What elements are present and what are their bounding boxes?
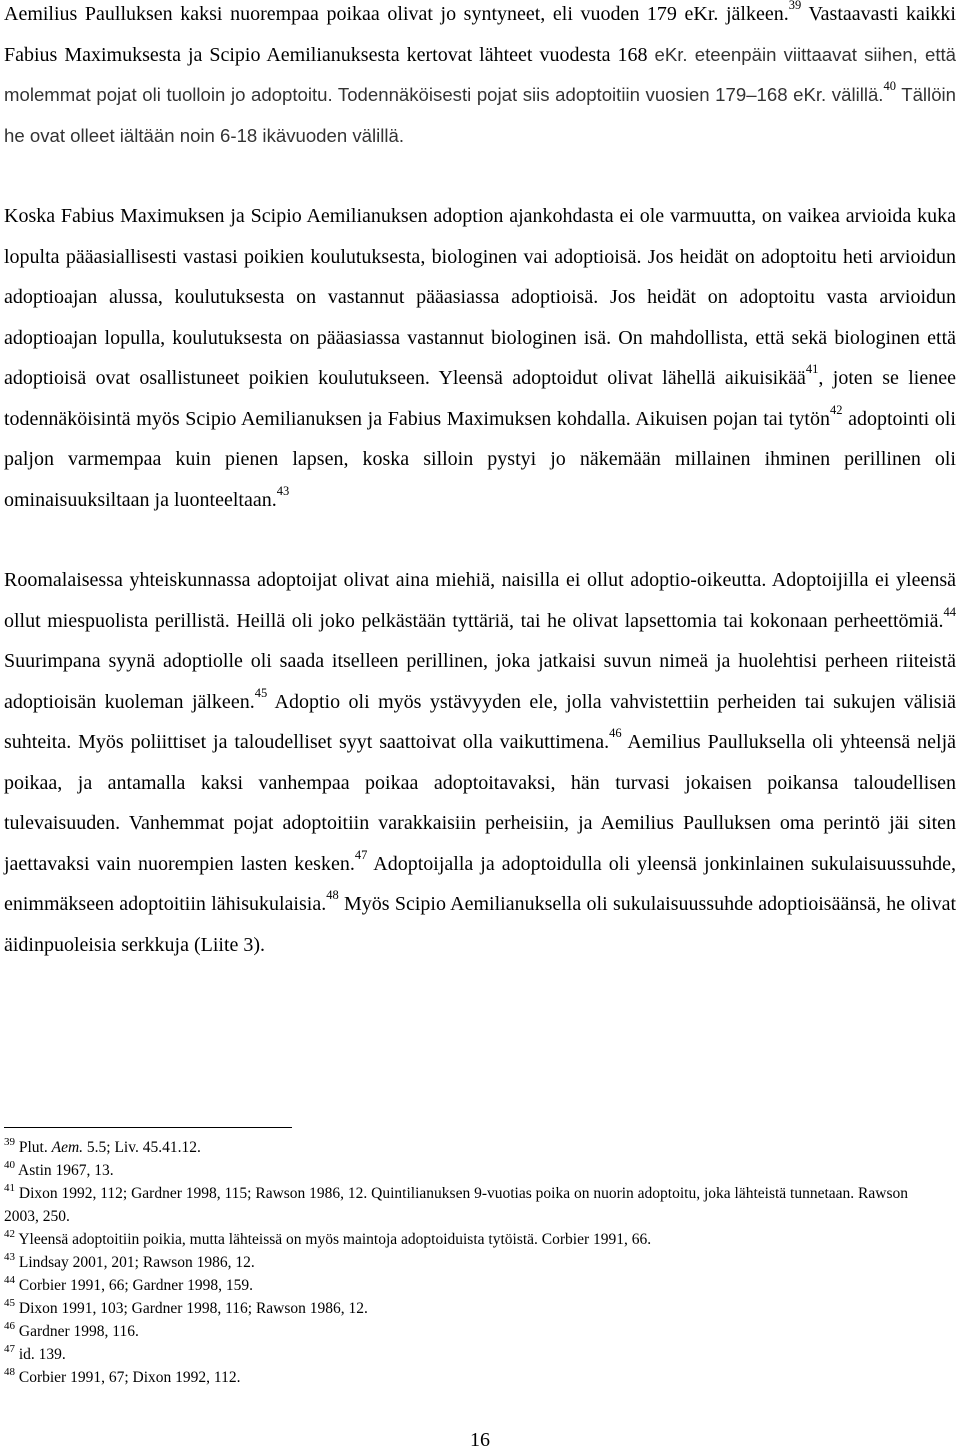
footnote-text: Corbier 1991, 67; Dixon 1992, 112.: [18, 1369, 241, 1386]
paragraph-text: , joten se lienee todennäköisintä myös Scipio Aemilianuksen ja Fabius Maximuksen kohdalla. Aikuisen pojan tai tytön: [4, 367, 956, 430]
footnote-list: [4, 1136, 936, 1389]
footnote: [4, 1136, 936, 1159]
footnote-text: Corbier 1991, 66; Gardner 1998, 159.: [18, 1277, 254, 1294]
footnote: [4, 1251, 936, 1274]
footnote-text: Gardner 1998, 116.: [18, 1323, 139, 1340]
footnote-text: Dixon 1992, 112; Gardner 1998, 115; Rawson 1986, 12. Quintilianuksen 9-vuotias poika on nuorin adoptoitu, joka lähteistä tunnetaan. Rawson 2003, 250.: [4, 1185, 908, 1225]
body-paragraph: [4, 560, 956, 965]
footnote-reference[interactable]: 41: [805, 362, 819, 377]
footnote-text: 5.5; Liv. 45.41.12.: [83, 1139, 201, 1156]
paragraph-text: Myös Scipio Aemilianuksella oli sukulaisuussuhde adoptioisäänsä, he olivat äidinpuoleisia serkkuja (Liite 3).: [4, 893, 956, 956]
paragraph-text: Roomalaisessa yhteiskunnassa adoptoijat olivat aina miehiä, naisilla ei ollut adoptio-oikeutta. Adoptoijilla ei yleensä ollut miespuolista perillistä. Heillä oli joko pelkästään tyttäriä, tai he olivat lapsettomia tai kokonaan perheettömiä.: [4, 569, 956, 632]
footnote: [4, 1182, 936, 1228]
page-number: 16: [470, 1429, 490, 1451]
footnote-reference[interactable]: 44: [943, 604, 956, 619]
footnote-text: Lindsay 2001, 201; Rawson 1986, 12.: [18, 1254, 255, 1271]
footnote: [4, 1274, 936, 1297]
body-paragraph: [4, 0, 956, 156]
footnote: [4, 1228, 936, 1251]
paragraph-text: adoptointi oli paljon varmempaa kuin pienen lapsen, koska silloin pystyi jo näkemään millainen ihminen perillinen oli ominaisuuksiltaan ja luonteeltaan.: [4, 407, 956, 511]
footnote-reference[interactable]: 43: [276, 483, 290, 498]
paragraph-text: Adoptoijalla ja adoptoidulla oli yleensä jonkinlainen sukulaisuussuhde, enimmäkseen adoptoitiin lähisukulaisia.: [4, 852, 956, 915]
footnote-number: 40: [4, 1158, 15, 1171]
footnote-number: 39: [4, 1135, 15, 1148]
paragraph-text: Adoptio oli myös ystävyyden ele, jolla vahvistettiin perheiden tai sukujen välisiä suhteita. Myös poliittiset ja taloudelliset syyt saattoivat olla vaikuttimena.: [4, 690, 956, 753]
footnote: [4, 1366, 936, 1389]
footnote-text: Plut.: [18, 1139, 52, 1156]
footnote: [4, 1159, 936, 1182]
footnote-reference[interactable]: 42: [829, 402, 843, 417]
paragraph-text: Vastaavasti kaikki Fabius Maximuksesta ja Scipio Aemilianuksesta kertovat lähteet vuodesta 168: [4, 3, 956, 66]
footnote-separator: [4, 1127, 292, 1128]
footnote-number: 43: [4, 1250, 15, 1263]
footnote-reference[interactable]: 47: [354, 847, 368, 862]
footnote: [4, 1320, 936, 1343]
body-paragraph: [4, 196, 956, 520]
footnote-number: 45: [4, 1296, 15, 1309]
footnote-italic-text: Aem.: [51, 1139, 84, 1156]
footnote: [4, 1343, 936, 1366]
footnote-text: Dixon 1991, 103; Gardner 1998, 116; Rawson 1986, 12.: [18, 1300, 368, 1317]
footnote-number: 48: [4, 1365, 15, 1378]
footnote-text: Astin 1967, 13.: [18, 1162, 114, 1179]
footnote-number: 46: [4, 1319, 15, 1332]
paragraph-text: Koska Fabius Maximuksen ja Scipio Aemilianuksen adoption ajankohdasta ei ole varmuutta, on vaikea arvioida kuka lopulta pääasiallisesti vastasi poikien koulutuksesta, biologinen vai adoptioisä. Jos heidät on adoptoitu heti arvioidun adoptioajan alussa, koulutuksesta on vastannut pääasiassa adoptioisä. Jos heidät on adoptoitu vasta arvioidun adoptioajan lopulla, koulutuksesta on pääasiassa vastannut biologinen isä. On mahdollista, että sekä biologinen että adoptioisä ovat osallistuneet poikien koulutukseen. Yleensä adoptoidut olivat lähellä aikuisikää: [4, 205, 956, 389]
footnote-text: Yleensä adoptoitiin poikia, mutta lähteissä on myös maintoja adoptoiduista tytöistä. Corbier 1991, 66.: [18, 1231, 652, 1248]
footnote-reference[interactable]: 40: [883, 79, 896, 94]
paragraph-text: Suurimpana syynä adoptiolle oli saada itselleen perillinen, joka jatkaisi suvun nimeä ja huolehtisi perheen riiteistä adoptioisän kuoleman jälkeen.: [4, 650, 956, 713]
footnote-reference[interactable]: 45: [254, 685, 268, 700]
footnote-number: 44: [4, 1273, 15, 1286]
footnote: [4, 1297, 936, 1320]
paragraph-text: Aemilius Paulluksella oli yhteensä neljä poikaa, ja antamalla kaksi vanhempaa poikaa adoptoitavaksi, hän turvasi jokaisen poikansa taloudellisen tulevaisuuden. Vanhemmat pojat adoptoitiin varakkaisiin perheisiin, ja Aemilius Paulluksen oma perintö jäi siten jaettavaksi vain nuorempien lasten kesken.: [4, 731, 956, 875]
document-page: [4, 0, 956, 965]
paragraph-text: eKr. eteenpäin viittaavat siihen, että molemmat pojat oli tuolloin jo adoptoitu. Todennäköisesti pojat siis adoptoitiin vuosien 179–168 eKr. välillä.: [4, 43, 957, 105]
footnote-number: 41: [4, 1181, 15, 1194]
footnote-reference[interactable]: 39: [788, 0, 802, 13]
footnote-reference[interactable]: 48: [326, 888, 339, 903]
paragraph-text: Aemilius Paulluksen kaksi nuorempaa poikaa olivat jo syntyneet, eli vuoden 179 eKr. jälkeen.: [4, 3, 789, 25]
footnote-number: 42: [4, 1227, 15, 1240]
paragraph-text: Tällöin he ovat olleet iältään noin 6-18 ikävuoden välillä.: [4, 84, 957, 146]
footnote-reference[interactable]: 46: [609, 726, 622, 741]
footnote-number: 47: [4, 1342, 15, 1355]
footnote-text: id. 139.: [18, 1346, 66, 1363]
